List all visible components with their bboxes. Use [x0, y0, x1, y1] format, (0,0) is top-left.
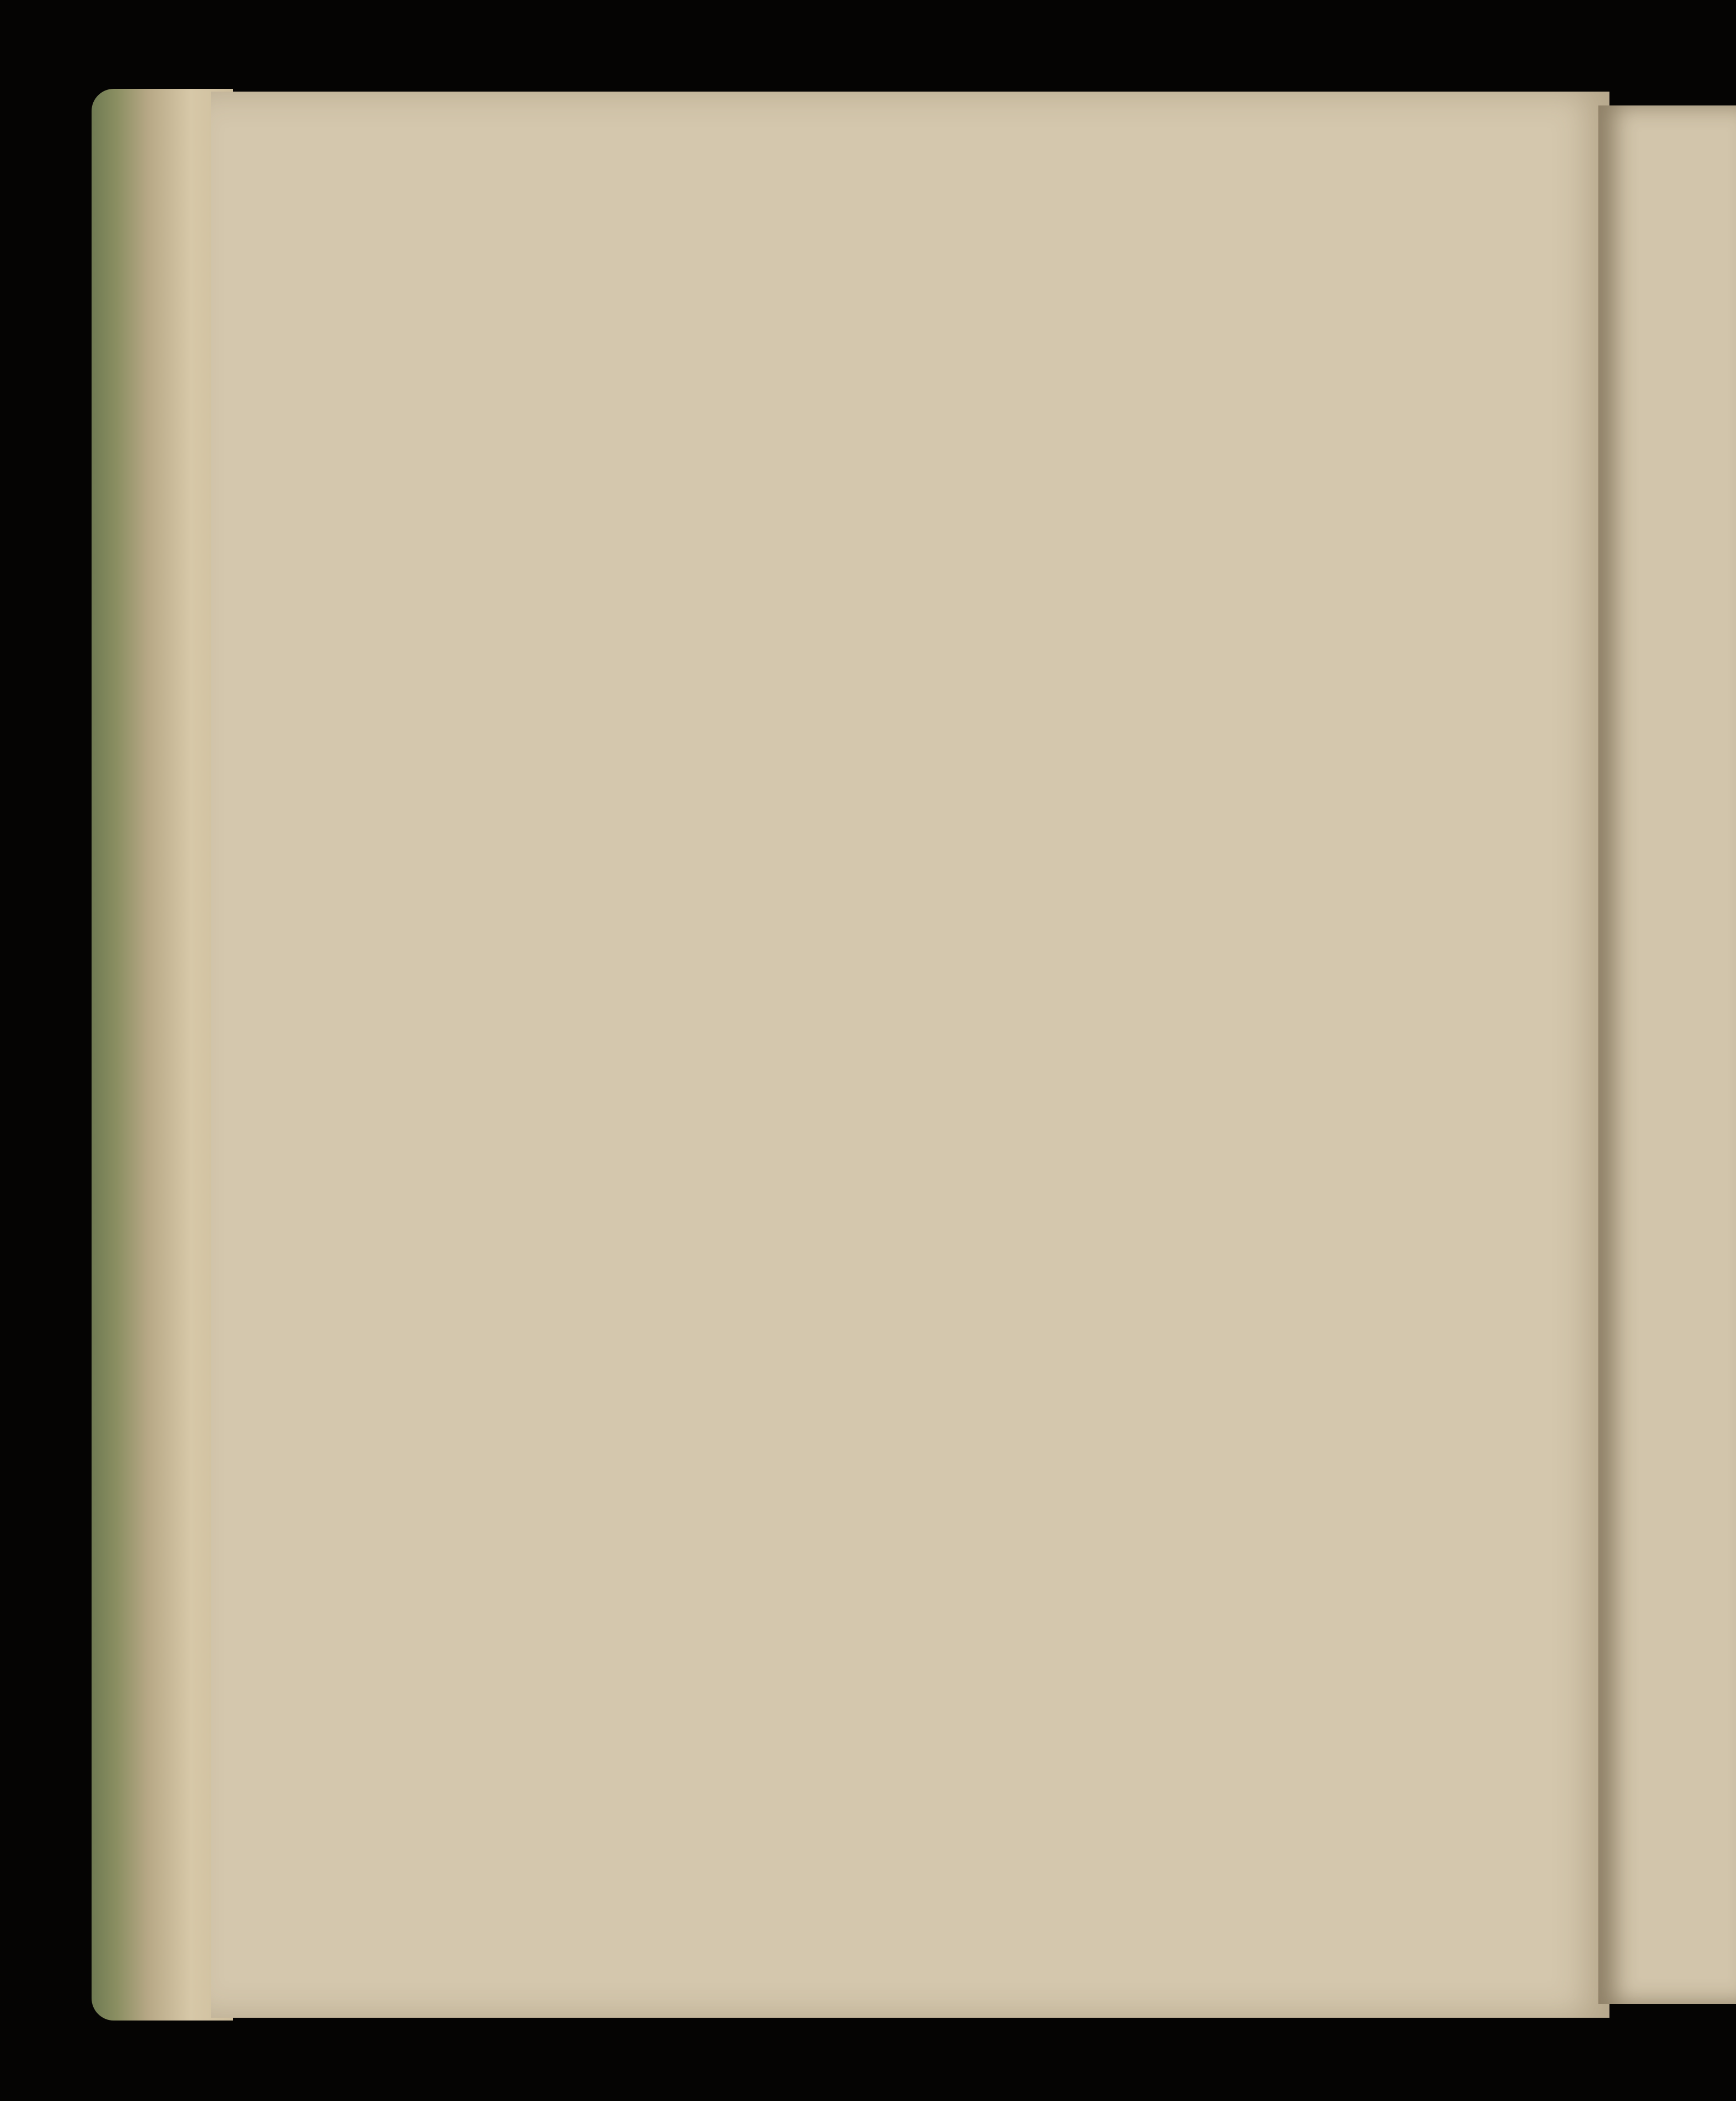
left-page — [211, 92, 1609, 2018]
right-page-fragment — [1598, 105, 1736, 2004]
